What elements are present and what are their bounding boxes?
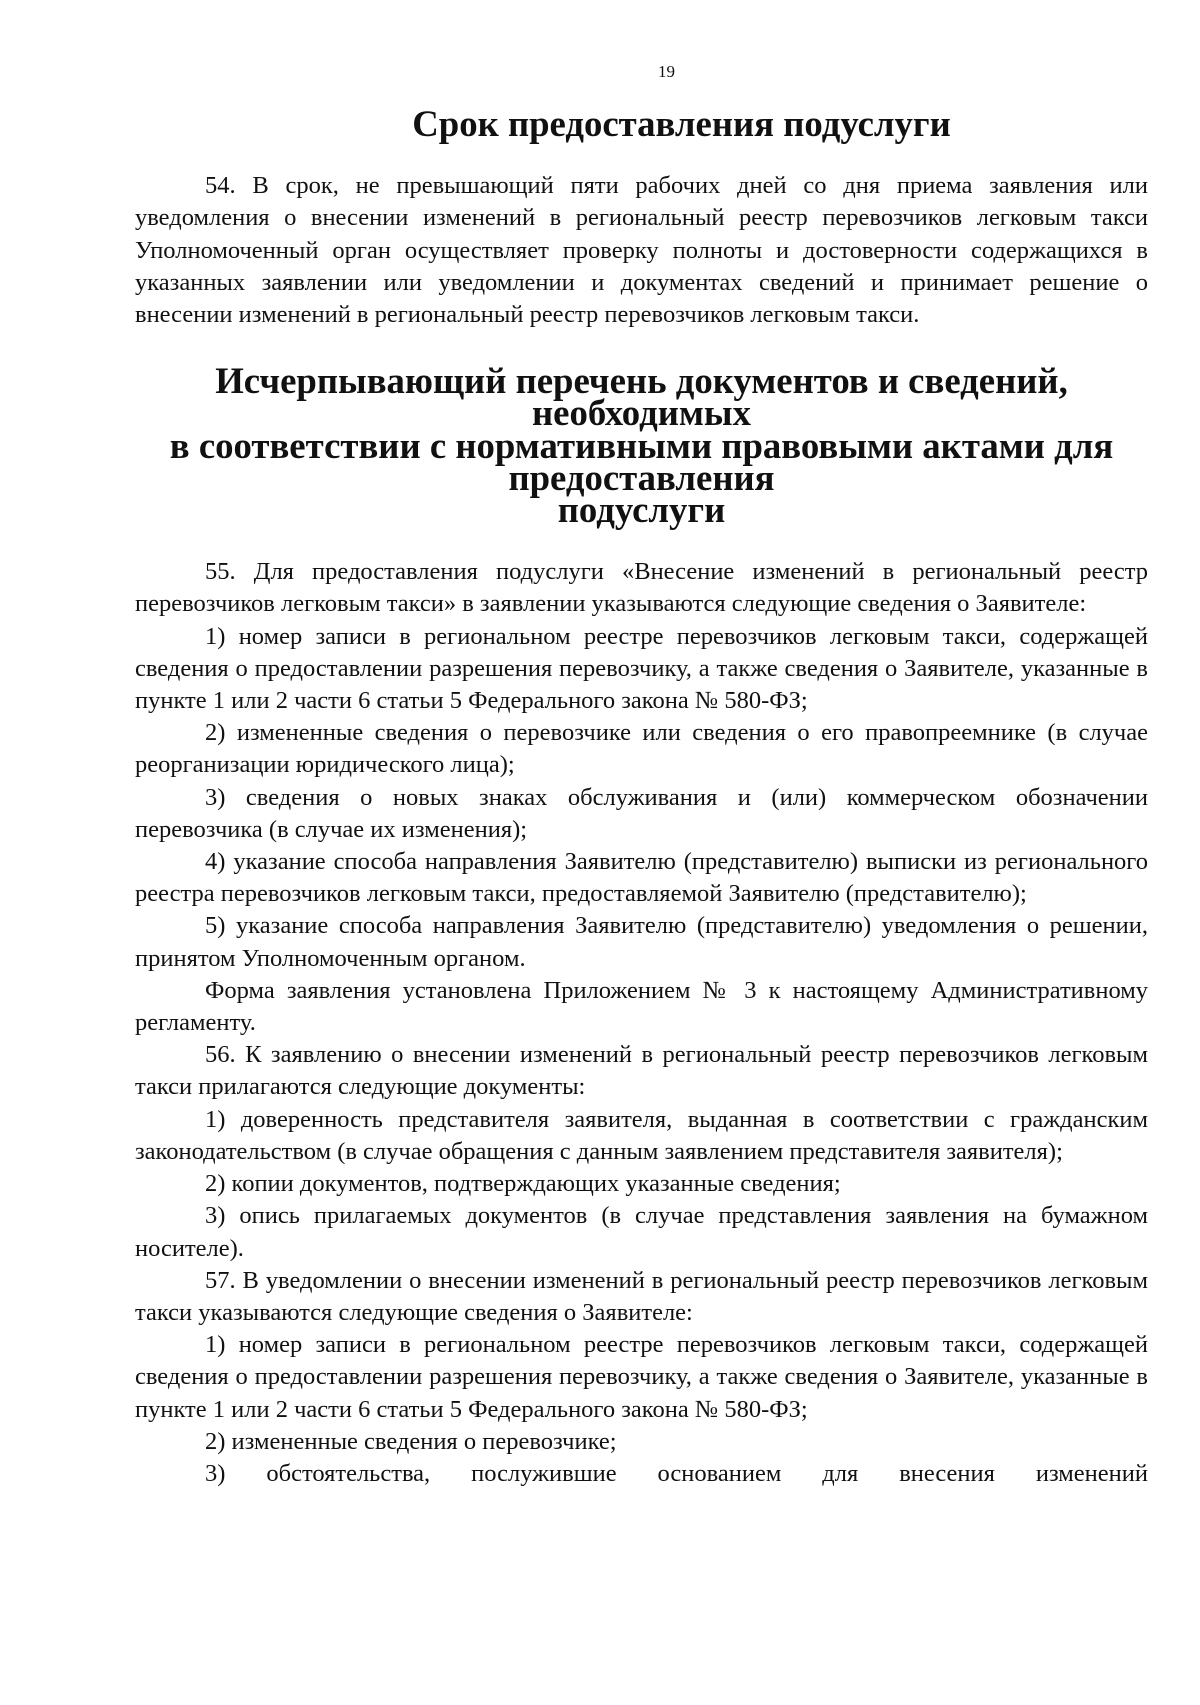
paragraph-55: 55. Для предоставления подуслуги «Внесение изменений в региональный реестр перевозчиков легковым такси» в заявлении указываются следующие сведения о Заявителе: bbox=[135, 558, 1148, 618]
paragraph-55-item-3: 3) сведения о новых знаках обслуживания и (или) коммерческом обозначении перевозчика (в случае их изменения); bbox=[135, 783, 1148, 843]
paragraph-56-item-1: 1) доверенность представителя заявителя, выданная в соответствии с гражданским законодательством (в случае обращения с данным заявлением представителя заявителя); bbox=[135, 1105, 1148, 1165]
paragraph-57: 57. В уведомлении о внесении изменений в региональный реестр перевозчиков легковым такси указываются следующие сведения о Заявителе: bbox=[135, 1266, 1148, 1326]
paragraph-55-item-4: 4) указание способа направления Заявителю (представителю) выписки из регионального реестра перевозчиков легковым такси, предоставляемой Заявителю (представителю); bbox=[135, 848, 1148, 908]
paragraph-55-item-5: 5) указание способа направления Заявителю (представителю) уведомления о решении, принятом Уполномоченным органом. bbox=[135, 912, 1148, 972]
paragraph-57-item-2: 2) измененные сведения о перевозчике; bbox=[205, 1427, 617, 1455]
section-heading-term: Срок предоставления подуслуги bbox=[412, 103, 951, 144]
paragraph-56: 56. К заявлению о внесении изменений в региональный реестр перевозчиков легковым такси прилагаются следующие документы: bbox=[135, 1041, 1148, 1101]
heading-line-1: Исчерпывающий перечень документов и сведений, необходимых bbox=[215, 360, 1068, 434]
page-number: 19 bbox=[658, 62, 675, 81]
paragraph-57-item-1: 1) номер записи в региональном реестре перевозчиков легковым такси, содержащей сведения о предоставлении разрешения перевозчику, а также сведения о Заявителе, указанные в пункте 1 или 2 части 6 статьи 5 Федерального закона № 580-ФЗ; bbox=[135, 1331, 1148, 1423]
paragraph-57-item-3: 3) обстоятельства, послужившие основанием для внесения изменений bbox=[205, 1459, 1148, 1487]
heading-line-2: в соответствии с нормативными правовыми актами для предоставления bbox=[169, 424, 1114, 498]
paragraph-form: Форма заявления установлена Приложением № 3 к настоящему Административному регламенту. bbox=[135, 976, 1148, 1037]
paragraph-54: 54. В срок, не превышающий пяти рабочих дней со дня приема заявления или уведомления о внесении изменений в региональный реестр перевозчиков легковым такси Уполномоченный орган осуществляет проверку полноты и достоверности содержащихся в указанных заявлении или уведомлении и документах сведений и принимает решение о внесении изменений в региональный реестр перевозчиков легковым такси. bbox=[135, 172, 1148, 329]
paragraph-55-item-1: 1) номер записи в региональном реестре перевозчиков легковым такси, содержащей сведения о предоставлении разрешения перевозчику, а также сведения о Заявителе, указанные в пункте 1 или 2 части 6 статьи 5 Федерального закона № 580-ФЗ; bbox=[135, 622, 1148, 715]
paragraph-56-item-2: 2) копии документов, подтверждающих указанные сведения; bbox=[205, 1170, 841, 1198]
section-heading-documents bbox=[135, 360, 1148, 531]
paragraph-55-item-2: 2) измененные сведения о перевозчике или сведения о его правопреемнике (в случае реорганизации юридического лица); bbox=[135, 719, 1148, 779]
heading-line-3: подуслуги bbox=[557, 489, 726, 531]
paragraph-56-item-3: 3) опись прилагаемых документов (в случае представления заявления на бумажном носителе). bbox=[135, 1202, 1148, 1262]
